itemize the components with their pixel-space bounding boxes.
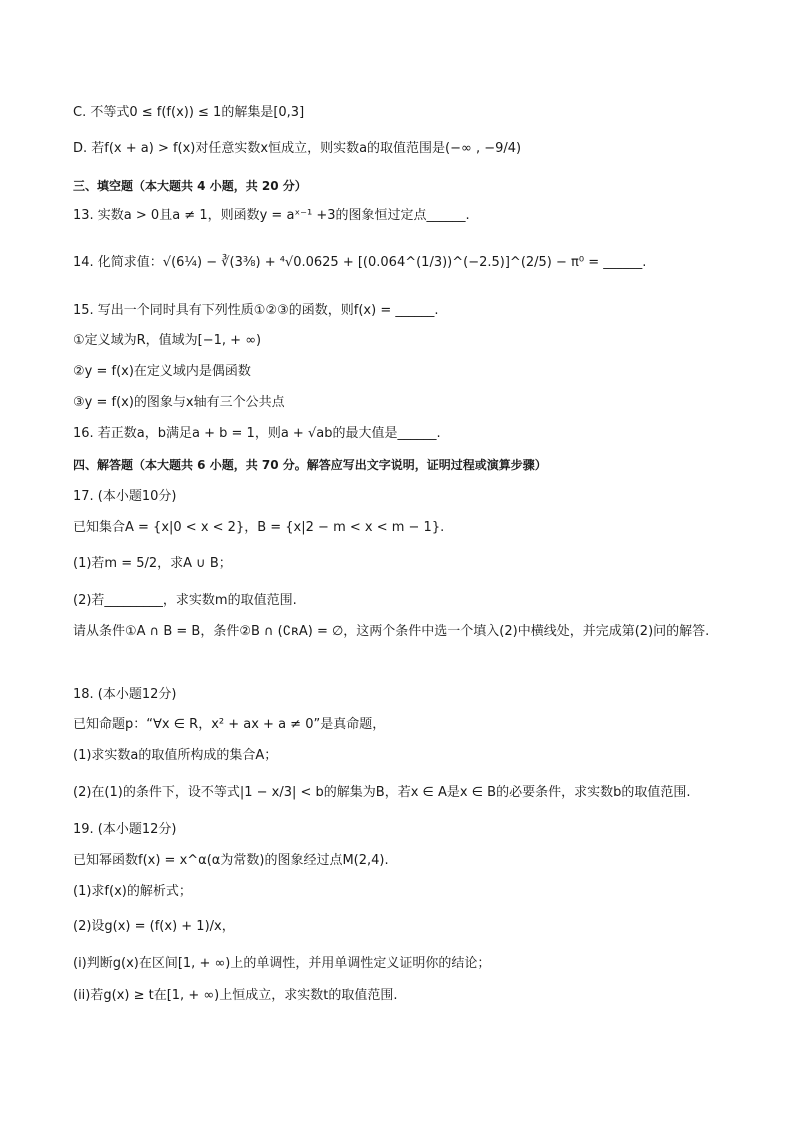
question-18-given: 已知命题p：“∀x ∈ R，x² + ax + a ≠ 0”是真命题，	[73, 717, 386, 732]
question-17-part-1: (1)若m = 5/2，求A ∪ B；	[73, 556, 232, 571]
question-17-given: 已知集合A = {x|0 < x < 2}，B = {x|2 − m < x < m − 1}.	[73, 520, 445, 535]
question-18-title: 18. (本小题12分)	[73, 687, 177, 702]
question-18-part-1: (1)求实数a的取值所构成的集合A；	[73, 748, 278, 763]
question-19-part-1: (1)求f(x)的解析式；	[73, 884, 192, 899]
question-17-part-2: (2)若_________，求实数m的取值范围.	[73, 593, 297, 608]
section-3-heading: 三、填空题（本大题共 4 小题，共 20 分）	[73, 179, 307, 193]
question-15-property-3: ③y = f(x)的图象与x轴有三个公共点	[73, 395, 285, 410]
question-16: 16. 若正数a，b满足a + b = 1，则a + √ab的最大值是______.	[73, 426, 441, 441]
question-14: 14. 化简求值：√(6¼) − ∛(3⅜) + ⁴√0.0625 + [(0.064^(1/3))^(−2.5)]^(2/5) − π⁰ = ______.	[73, 255, 647, 270]
question-15-property-1: ①定义域为R，值域为[−1, + ∞)	[73, 333, 262, 348]
question-13: 13. 实数a > 0且a ≠ 1，则函数y = aˣ⁻¹ +3的图象恒过定点______.	[73, 208, 470, 223]
question-17-instruction: 请从条件①A ∩ B = B，条件②B ∩ (∁ʀA) = ∅，这两个条件中选一个填入(2)中横线处，并完成第(2)问的解答.	[73, 624, 710, 639]
question-15: 15. 写出一个同时具有下列性质①②③的函数，则f(x) = ______.	[73, 303, 439, 318]
question-19-part-2-i: (i)判断g(x)在区间[1, + ∞)上的单调性，并用单调性定义证明你的结论；	[73, 956, 491, 971]
question-17-title: 17. (本小题10分)	[73, 489, 177, 504]
question-19-given: 已知幂函数f(x) = x^α(α为常数)的图象经过点M(2,4).	[73, 853, 389, 868]
option-c: C. 不等式0 ≤ f(f(x)) ≤ 1的解集是[0,3]	[73, 105, 305, 120]
question-18-part-2: (2)在(1)的条件下，设不等式|1 − x/3| < b的解集为B，若x ∈ A是x ∈ B的必要条件，求实数b的取值范围.	[73, 785, 691, 800]
option-d: D. 若f(x + a) > f(x)对任意实数x恒成立，则实数a的取值范围是(−∞ , −9/4)	[73, 141, 522, 156]
question-19-title: 19. (本小题12分)	[73, 822, 177, 837]
question-19-part-2-ii: (ii)若g(x) ≥ t在[1, + ∞)上恒成立，求实数t的取值范围.	[73, 988, 398, 1003]
question-19-part-2: (2)设g(x) = (f(x) + 1)/x，	[73, 919, 235, 934]
section-4-heading: 四、解答题（本大题共 6 小题，共 70 分。解答应写出文字说明，证明过程或演算步骤）	[73, 458, 547, 472]
question-15-property-2: ②y = f(x)在定义域内是偶函数	[73, 364, 251, 379]
